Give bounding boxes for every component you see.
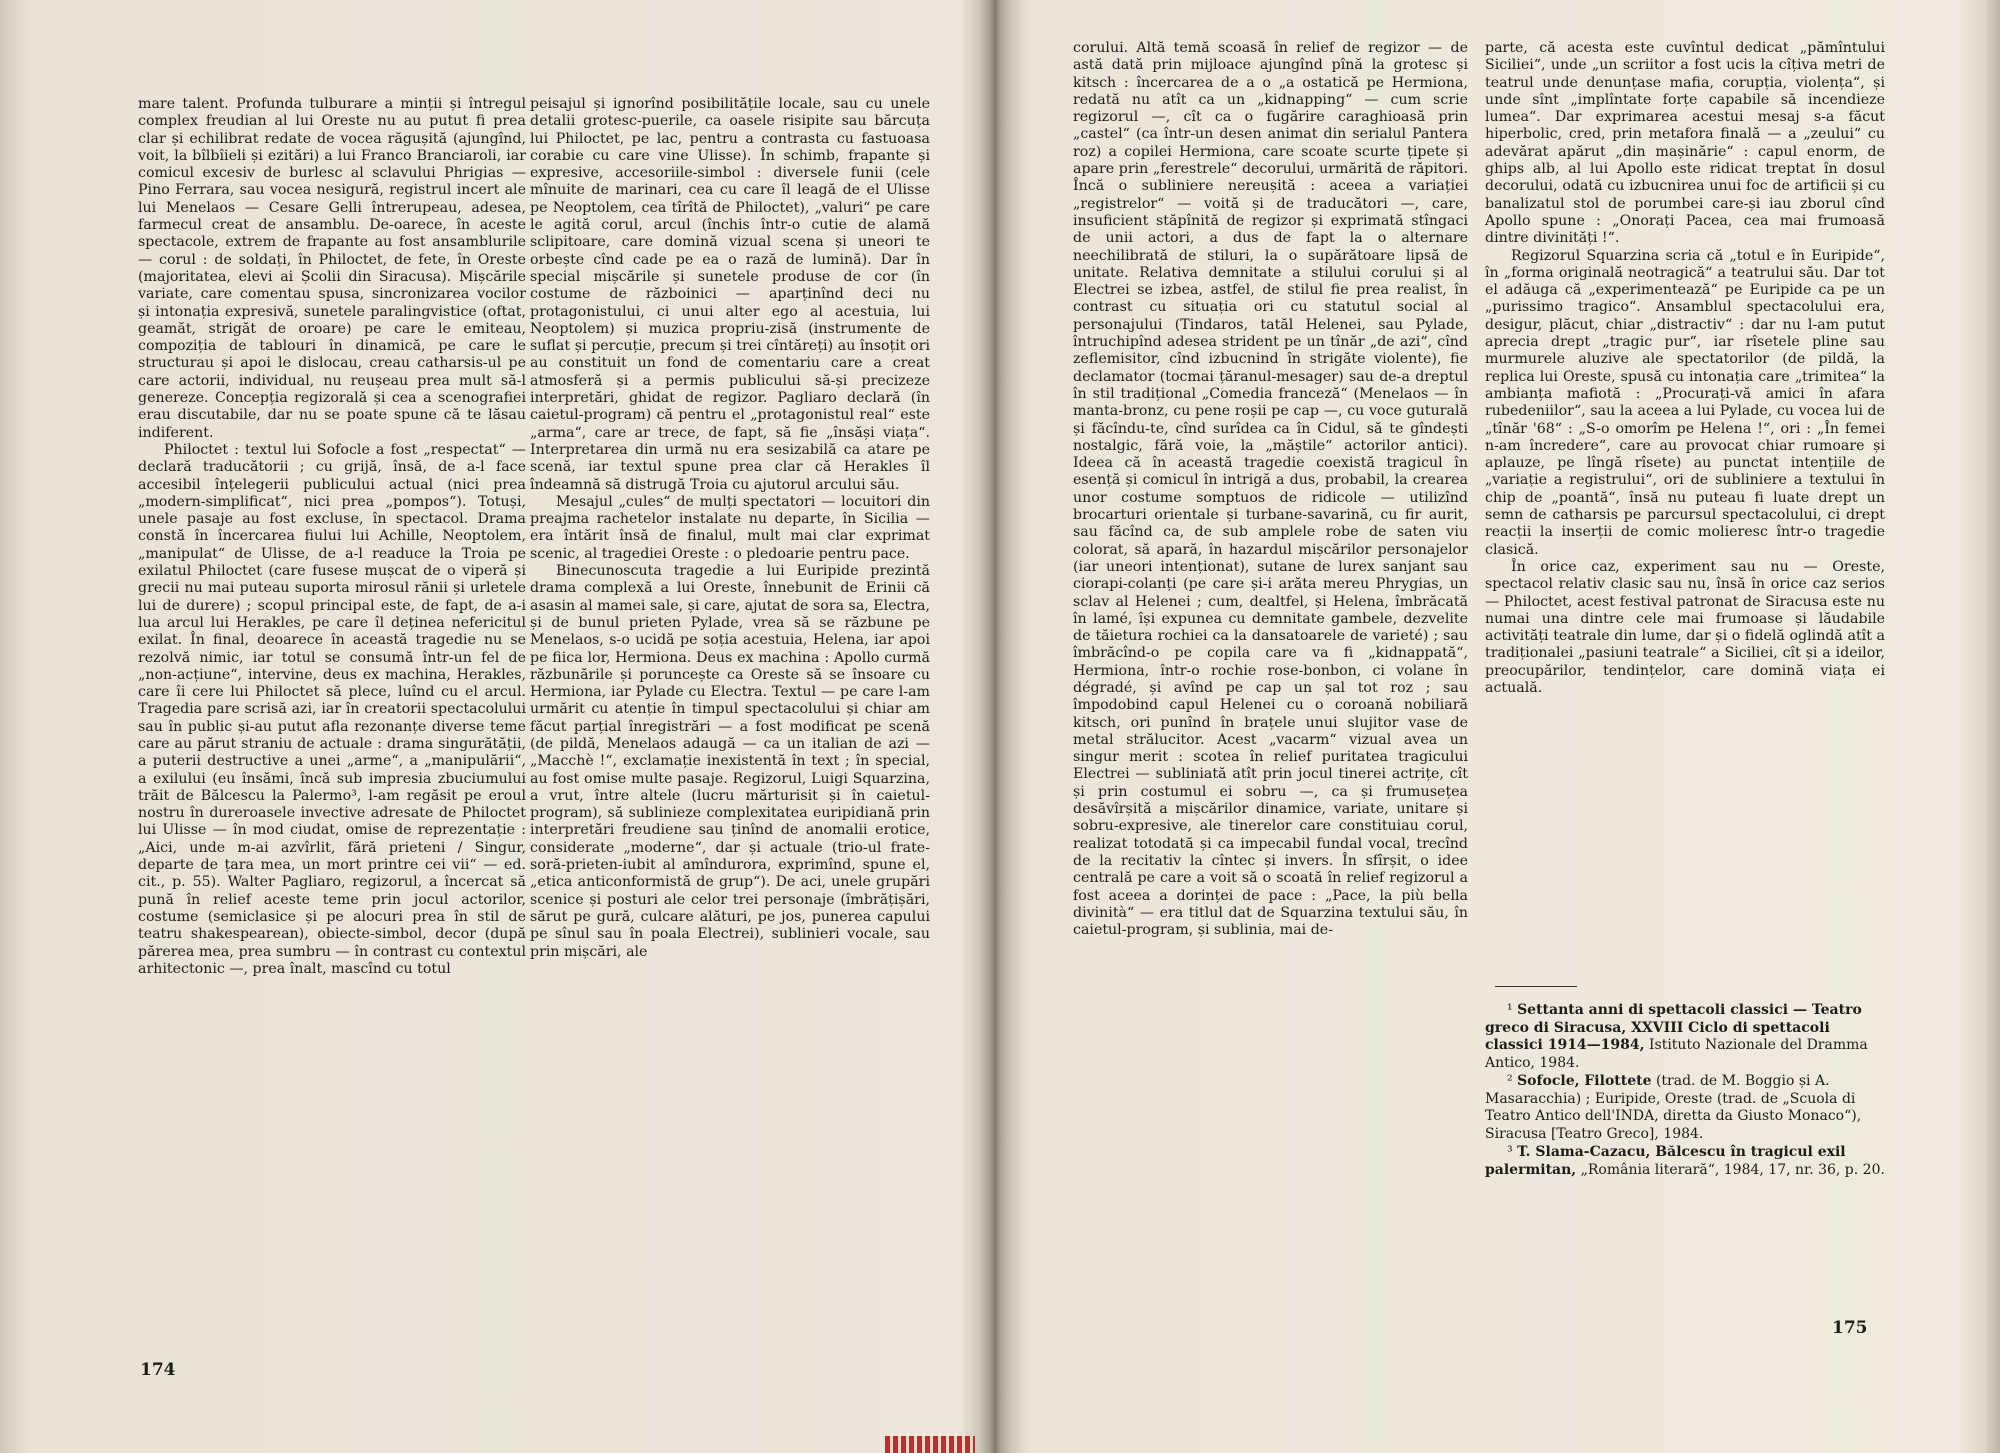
paragraph: corului. Altă temă scoasă în relief de regizor — de astă dată prin mijloace ajungînd pînă la grotesc și kitsch : încercarea de a o „a ostatică pe Hermiona, redată nu atît ca un „kidnapping“ — cum scrie regizorul —, cît ca o fugărire caraghioasă prin „castel“ (ca într-un desen animat din serialul Pantera roz) a copilei Hermiona, care scoate scurte țipete și apare prin „ferestrele“ decorului, urmărită de răpitori. Încă o subliniere nereușită : aceea a variației „registrelor“ — voită și de traducători —, care, insuficient stăpînită de regizor și exprimată stîngaci de unii actori, a dus de fapt la o alternare neechilibrată de stiluri, la o supărătoare lipsă de unitate. Relativa demnitate a stilului corului și al Electrei se izbea, astfel, de stilul fie prea realist, în contrast cu situația ori cu statutul social al personajului (Tindaros, tatăl Helenei, sau Pylade, întruchipînd adesea strident pe un tînăr „de azi“, cînd zeflemisitor, cînd izbucnind în strigăte violente), fie declamator (tocmai țăranul-mesager) sau de-a dreptul în stil tradițional „Comedia franceză“ (Menelaos — în manta-bronz, cu pene roșii pe cap —, cu voce guturală și făcîndu-te, cînd surîdea ca în Cidul, să te gîndești nostalgic, fără voie, la „măștile“ actorilor antici). Ideea că în această tragedie coexistă tragicul în esență și comicul în intrigă a dus, probabil, la crearea unor costume somptuos de ridicole — utilizînd brocarturi orientale și turbane-savarină, cu fir aurit, sau făcînd ca, de sub amplele robe de saten viu colorat, să apară, în hazardul mișcărilor personajelor (iar uneori intenționat), sutane de lurex sanjant sau ciorapi-colanți (pe care și-i arăta mereu Phrygias, un sclav al Helenei ; cum, dealtfel, și Helena, îmbrăcată în lamé, își expunea cu demnitate gambele, dezvelite de tăietura rochiei ca la dansatoarele de varieté) ; sau îmbrăcînd-o pe copila care va fi „kidnappată“, Hermiona, într-o rochie rose-bonbon, ci volane în dégradé, și avînd pe cap un șal tot roz ; sau împodobind capul Helenei cu o coroană nobiliară kitsch, ori punînd în brațele unui slujitor vase de metal strălucitor. Acest „vacarm“ vizual avea un singur merit : scotea în relief puritatea tragicului Electrei — subliniată atît prin jocul tinerei actrițe, cît și prin costumul ei sobru —, ca și frumusețea desăvîrșită a mișcărilor dinamice, variate, unitare și sobru-expresive, ale tinerelor care constituiau corul, realizat totodată și ca impecabil fundal vocal, trecînd de la recitativ la cîntec și invers. În sfîrșit, o idee centrală pe care a voit să o scoată în relief regizorul a fost aceea a dorinței de pace : „Pace, la più bella divinità“ — era titlul dat de Squarzina textului său, în caietul-program, și sublinia, mai de- bbox=[1073, 40, 1468, 939]
paragraph: Mesajul „cules“ de mulți spectatori — locuitori din preajma rachetelor instalate nu departe, în Sicilia — era întărit însă de finalul, mult mai clar exprimat scenic, al tragediei Oreste : o pledoarie pentru pace. bbox=[530, 493, 930, 562]
left-page-column-1 bbox=[138, 96, 526, 978]
right-page-column-2 bbox=[1485, 40, 1885, 697]
footnote-details: Istituto Nazionale del Dramma Antico, 1984. bbox=[1485, 1037, 1868, 1071]
paragraph: Regizorul Squarzina scria că „totul e în Euripide“, în „forma originală neotragică“ a teatrului său. Dar tot el adăuga că „experimentează“ pe Euripide ca pe un „purissimo tragico“. Ansamblul spectacolului era, desigur, plăcut, chiar „distractiv“ : dar nu l-am putut aprecia drept „tragic pur“, iar rîsetele pline sau murmurele aluzive ale spectatorilor (de pildă, la replica lui Oreste, spusă cu intonația care „trimitea“ la ambianța mafiotă : „Procurați-vă amici în afara rubedeniilor“, sau la aceea a lui Pylade, cu vocea lui de „tînăr '68“ : „S-o omorîm pe Helena !“, ori : „În femei n-am încredere“, care au provocat chiar rumoare și aplauze, pe lîngă rîsete) au punctat intențiile de „variație a registrului“, ori de subliniere a textului în chip de „poantă“, însă nu puteau fi luate drept un semn de catharsis pe parcursul spectacolului, ci drept reacții la inserții de comic molieresc într-o tragedie clasică. bbox=[1485, 247, 1885, 558]
footnote-details: (trad. de M. Boggio și A. Masaracchia) ; Euripide, Oreste (trad. de „Scuola di Teatro Antico dell'INDA, diretta da Giusto Monaco“), Siracusa [Teatro Greco], 1984. bbox=[1485, 1073, 1862, 1142]
left-page-column-2 bbox=[530, 96, 930, 961]
footnote-source: T. Slama-Cazacu, Bălcescu în tragicul exil palermitan, bbox=[1485, 1144, 1846, 1178]
paragraph: mare talent. Profunda tulburare a minții și întregul complex freudian al lui Oreste nu au putut fi prea clar și echilibrat redate de vocea răgușită (ajungînd, voit, la bîlbîieli și ezitări) a lui Franco Branciaroli, iar comicul excesiv de burlesc al sclavului Phrigias — Pino Ferrara, sau vocea nesigură, registrul incert ale lui Menelaos — Cesare Gelli întrerupeau, adesea, farmecul creat de ansamblu. De-oarece, în aceste spectacole, extrem de frapante au fost ansamblurile — corul : de soldați, în Philoctet, de fete, în Oreste (majoritatea, elevi ai Școlii din Siracusa). Mișcările variate, care comentau spusa, sincronizarea vocilor și intonația expresivă, sunetele paralingvistice (oftat, geamăt, strigăt de oroare) pe care le emiteau, compoziția de tablouri în dinamică, pe care le structurau și apoi le dislocau, creau catharsis-ul pe care actorii, individual, nu reușeau prea mult să-l genereze. Concepția regizorală și cea a scenografiei erau discutabile, dar nu se poate spune că te lăsau indiferent. bbox=[138, 96, 526, 441]
paragraph: Binecunoscuta tragedie a lui Euripide prezintă drama complexă a lui Oreste, înnebunit de Erinii că asasin al mamei sale, și care, ajutat de sora sa, Electra, și de bunul prieten Pylade, vrea să se răzbune pe Menelaos, s-o ucidă pe soția acestuia, Helena, iar apoi pe fiica lor, Hermiona. Deus ex machina : Apollo curmă răzbunările și poruncește ca Oreste să se însoare cu Hermiona, iar Pylade cu Electra. Textul — pe care l-am urmărit cu atenție în timpul spectacolului și chiar am făcut parțial înregistrări — a fost modificat pe scenă (de pildă, Menelaos adaugă — ca un italian de azi — „Macchè !“, exclamație inexistentă în text ; în special, au fost omise multe pasaje. Regizorul, Luigi Squarzina, a vrut, între altele (lucru mărturisit și în caietul-program), să sublinieze complexitatea euripidiană prin interpretări freudiene sau ținînd de anomalii erotice, considerate „moderne“, dar și actuale (trio-ul frate-soră-prieten-iubit al amîndurora, exprimînd, spune el, „etica anticonformistă de grup“). De aci, unele grupări scenice și posturi ale celor trei personaje (îmbrățișări, sărut pe gură, culcare alături, pe jos, punerea capului pe sînul sau în poala Electrei), sublinieri vocale, sau prin mișcări, ale bbox=[530, 563, 930, 960]
paragraph: parte, că acesta este cuvîntul dedicat „pămîntului Siciliei“, unde „un scriitor a fost ucis la cîțiva metri de teatrul unde denunțase mafia, corupția, violența“, și unde sînt „implîntate forțe capabile să incendieze lumea“. Dar exprimarea acestui mesaj s-a făcut hiperbolic, cred, prin metafora finală — a „zeului“ cu adevărat apărut „din mașinărie“ : capul enorm, de ghips alb, al lui Apollo este ridicat treptat în dosul decorului, odată cu izbucnirea unui foc de artificii și cu banalizatul stol de porumbei care-și iau zborul cînd Apollo spune : „Onorați Pacea, cea mai frumoasă dintre divinități !“. bbox=[1485, 40, 1885, 247]
paragraph: În orice caz, experiment sau nu — Oreste, spectacol relativ clasic sau nu, însă în orice caz serios — Philoctet, acest festival patronat de Siracusa este nu numai una dintre cele mai frumoase și lăudabile activități teatrale din lume, dar și o fidelă oglindă atît a tradiționalei „pasiuni teatrale“ a Siciliei, cît și a ideilor, preocupărilor, tendințelor, care domină viața ei actuală. bbox=[1485, 558, 1885, 696]
footnote-mark: ¹ bbox=[1507, 1002, 1518, 1018]
footnote-rule bbox=[1495, 986, 1577, 987]
page-number-left: 174 bbox=[140, 1360, 176, 1380]
footnote bbox=[1485, 1073, 1885, 1143]
footnote-mark: ³ bbox=[1507, 1144, 1518, 1160]
footnote-source: Settanta anni di spettacoli classici — Teatro greco di Siracusa, XXVIII Ciclo di spettacoli classici 1914—1984, bbox=[1485, 1002, 1862, 1053]
footnote bbox=[1485, 1002, 1885, 1072]
footnote-mark: ² bbox=[1507, 1073, 1518, 1089]
paragraph: peisajul și ignorînd posibilitățile locale, sau cu unele detalii grotesc-puerile, ca oasele risipite sau bărcuța lui Philoctet, pe lac, pentru a contrasta cu fastuoasa corabie cu care vine Ulisse). În schimb, frapante și expresive, accesoriile-simbol : diversele funii (cele mînuite de marinari, cea cu care îl leagă de el Ulisse pe Neoptolem, cea tîrîtă de Philoctet), „valuri“ pe care le agită corul, arcul (închis într-o cutie de alamă sclipitoare, care domină vizual scena și uneori te orbește cînd cade pe ea o rază de lumină). Dar în special mișcările și sunetele produse de cor (în costume de războinici — aparținînd deci nu protagonistului, ci unui alter ego al acestuia, lui Neoptolem) și muzica propriu-zisă (instrumente de suflat și percuție, precum și trei cîntăreți) au însoțit ori au constituit un fond de comentariu care a creat atmosferă și a permis publicului să-și precizeze interpretări, ghidat de regizor. Pagliaro declară (în caietul-program) că pentru el „protagonistul real“ este „arma“, care ar trece, de fapt, să fie „însăși viața“. Interpretarea din urmă nu era sesizabilă ca atare pe scenă, iar textul spune prea clar că Herakles îl îndeamnă să distrugă Troia cu ajutorul arcului său. bbox=[530, 96, 930, 493]
footnote-source: Sofocle, Filottete bbox=[1517, 1073, 1652, 1089]
paragraph: Philoctet : textul lui Sofocle a fost „respectat“ — declară traducătorii ; cu grijă, însă, de a-l face accesibil înțelegerii publicului actual (nici prea „modern-simplificat“, nici prea „pompos“). Totuși, unele pasaje au fost excluse, în spectacol. Drama constă în încercarea fiului lui Achille, Neoptolem, „manipulat“ de Ulisse, de a-l readuce la Troia pe exilatul Philoctet (care fusese mușcat de o viperă și grecii nu mai puteau suporta mirosul rănii și urletele lui de durere) ; scopul principal este, de fapt, de a-i lua arcul lui Herakles, pe care îl deținea nefericitul exilat. În final, deoarece în această tragedie nu se rezolvă nimic, iar totul se consumă într-un fel de „non-acțiune“, intervine, deus ex machina, Herakles, care îi cere lui Philoctet să plece, luînd cu el arcul. Tragedia pare scrisă azi, iar în creatorii spectacolului sau în public și-au putut afla rezonanțe diverse teme care au părut straniu de actuale : drama singurătății, a puterii destructive a unei „arme“, a „manipulării“, a exilului (eu însămi, încă sub impresia zbuciumului trăit de Bălcescu la Palermo³, l-am regăsit pe eroul nostru în dureroasele invective adresate de Philoctet lui Ulisse — în mod ciudat, omise de reprezentație : „Aici, unde m-ai azvîrlit, fără prieteni / Singur, departe de țara mea, un mort printre cei vii“ — ed. cit., p. 55). Walter Pagliaro, regizorul, a încercat să pună în relief aceste teme prin jocul actorilor, costume (semiclasice și pe alocuri prea în stil de teatru shakespearean), obiecte-simbol, decor (după părerea mea, prea sumbru — în contrast cu contextul arhitectonic —, prea înalt, mascînd cu totul bbox=[138, 441, 526, 977]
page-number-right: 175 bbox=[1832, 1318, 1868, 1338]
footnote bbox=[1485, 1144, 1885, 1179]
left-page bbox=[0, 0, 995, 1453]
right-page-column-1 bbox=[1073, 40, 1468, 939]
footnote-details: „România literară“, 1984, 17, nr. 36, p. 20. bbox=[1576, 1161, 1885, 1178]
footnotes bbox=[1485, 1002, 1885, 1180]
right-page bbox=[995, 0, 2000, 1453]
